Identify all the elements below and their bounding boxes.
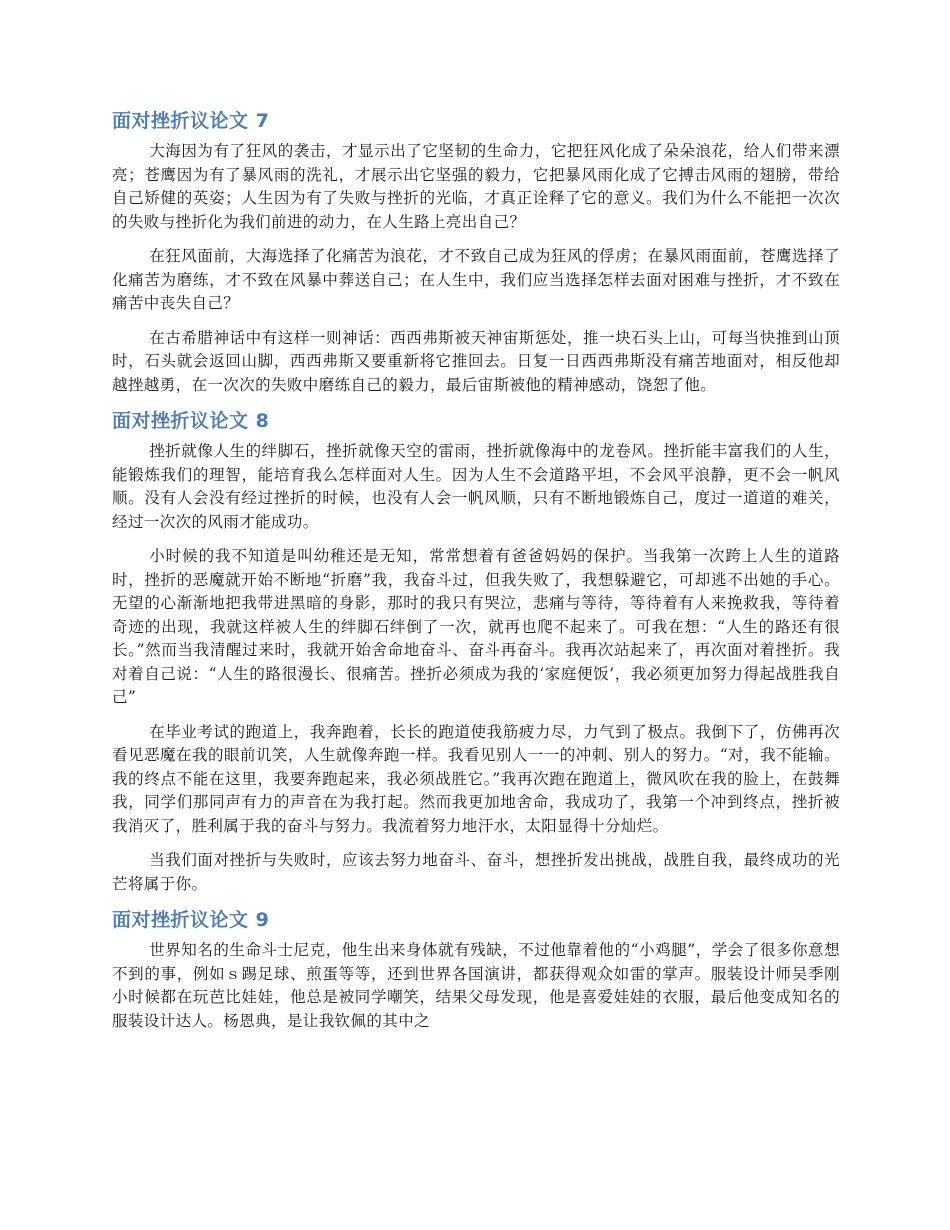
section-heading: 面对挫折议论文 8 bbox=[112, 410, 270, 432]
paragraph: 在狂风面前，大海选择了化痛苦为浪花，才不致自己成为狂风的俘虏；在暴风雨面前，苍鹰选择了化痛苦为磨练，才不致在风暴中葬送自己；在人生中，我们应当选择怎样去面对困难与挫折，才不致在痛苦中丧失自己？ bbox=[112, 247, 840, 312]
essay-section-8 bbox=[112, 408, 840, 896]
paragraph: 挫折就像人生的绊脚石，挫折就像天空的雷雨，挫折就像海中的龙卷风。挫折能丰富我们的人生，能锻炼我们的理智，能培育我么怎样面对人生。因为人生不会道路平坦，不会风平浪静，更不会一帆风顺。没有人会没有经过挫折的时候，也没有人会一帆风顺，只有不断地锻炼自己，度过一道道的难关，经过一次次的风雨才能成功。 bbox=[112, 442, 840, 531]
essay-section-9 bbox=[112, 907, 840, 1033]
document-body bbox=[112, 108, 840, 1044]
paragraph: 当我们面对挫折与失败时，应该去努力地奋斗、奋斗，想挫折发出挑战，战胜自我，最终成功的光芒将属于你。 bbox=[112, 851, 840, 893]
paragraph: 在毕业考试的跑道上，我奔跑着，长长的跑道使我筋疲力尽，力气到了极点。我倒下了，仿佛再次看见恶魔在我的眼前讥笑，人生就像奔跑一样。我看见别人一一的冲刺、别人的努力。“对，我不能输。我的终点不能在这里，我要奔跑起来，我必须战胜它。”我再次跑在跑道上，微风吹在我的脸上，在鼓舞我，同学们那同声有力的声音在为我打起。然而我更加地舍命，我成功了，我第一个冲到终点，挫折被我消灭了，胜利属于我的奋斗与努力。我流着努力地汗水，太阳显得十分灿烂。 bbox=[112, 722, 840, 835]
paragraph: 世界知名的生命斗士尼克，他生出来身体就有残缺，不过他靠着他的“小鸡腿”，学会了很多你意想不到的事，例如ｓ踢足球、煎蛋等等，还到世界各国演讲，都获得观众如雷的掌声。服装设计师吴季刚小时候都在玩芭比娃娃，他总是被同学嘲笑，结果父母发现，他是喜爱娃娃的衣服，最后他变成知名的服装设计达人。杨恩典，是让我钦佩的其中之 bbox=[112, 941, 840, 1030]
section-heading: 面对挫折议论文 7 bbox=[112, 110, 270, 132]
paragraph: 在古希腊神话中有这样一则神话：西西弗斯被天神宙斯惩处，推一块石头上山，可每当快推到山顶时，石头就会返回山脚，西西弗斯又要重新将它推回去。日复一日西西弗斯没有痛苦地面对，相反他却越挫越勇，在一次次的失败中磨练自己的毅力，最后宙斯被他的精神感动，饶恕了他。 bbox=[112, 328, 840, 394]
essay-section-7 bbox=[112, 108, 840, 397]
paragraph: 大海因为有了狂风的袭击，才显示出了它坚韧的生命力，它把狂风化成了朵朵浪花，给人们带来漂亮；苍鹰因为有了暴风雨的洗礼，才展示出它坚强的毅力，它把暴风雨化成了它搏击风雨的翅膀，带给自己矫健的英姿；人生因为有了失败与挫折的光临，才真正诠释了它的意义。我们为什么不能把一次次的失败与挫折化为我们前进的动力，在人生路上亮出自己？ bbox=[112, 142, 840, 231]
paragraph: 小时候的我不知道是叫幼稚还是无知，常常想着有爸爸妈妈的保护。当我第一次跨上人生的道路时，挫折的恶魔就开始不断地“折磨”我，我奋斗过，但我失败了，我想躲避它，可却逃不出她的手心。无望的心渐渐地把我带进黑暗的身影，那时的我只有哭泣，悲痛与等待，等待着有人来挽救我，等待着奇迹的出现，我就这样被人生的绊脚石绊倒了一次，就再也爬不起来了。可我在想：“人生的路还有很长。”然而当我清醒过来时，我就开始舍命地奋斗、奋斗再奋斗。我再次站起来了，再次面对着挫折。我对着自己说：“人生的路很漫长、很痛苦。挫折必须成为我的‘家庭便饭’，我必须更加努力得起战胜我自己” bbox=[112, 547, 840, 706]
section-heading: 面对挫折议论文 9 bbox=[112, 909, 270, 931]
